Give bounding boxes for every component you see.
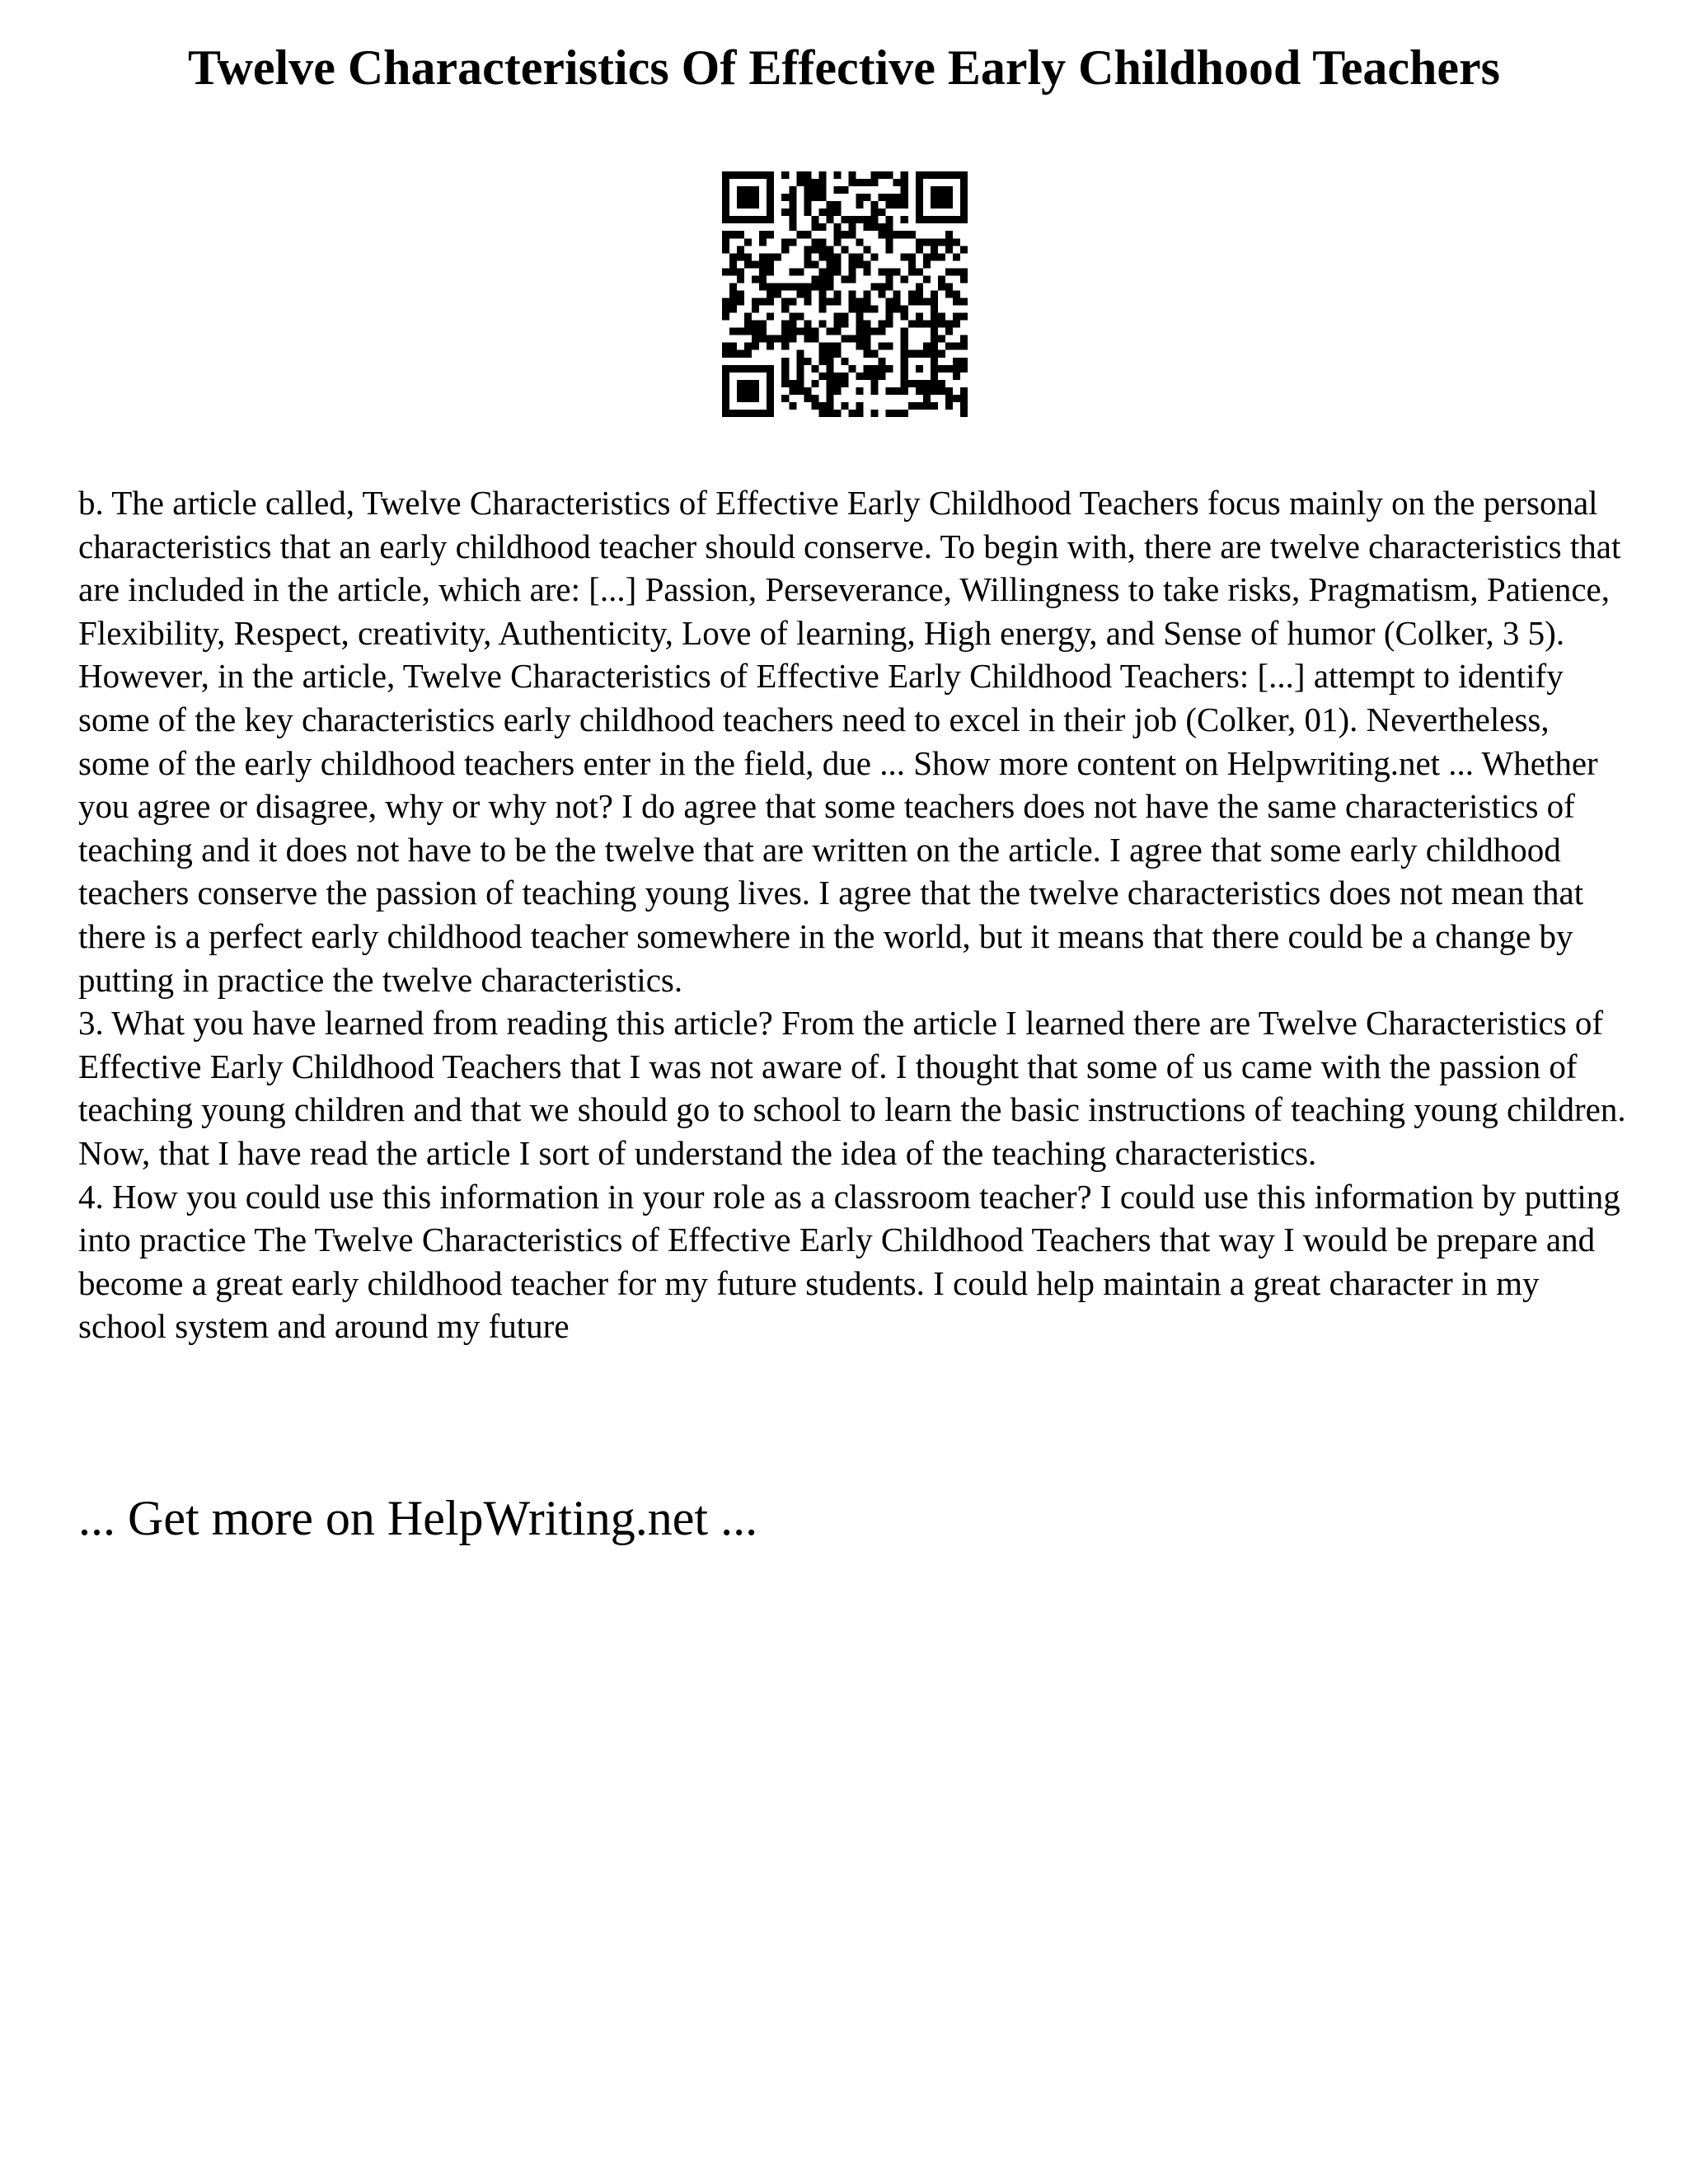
get-more-link[interactable]: ... Get more on HelpWriting.net ... bbox=[78, 1491, 758, 1545]
paragraph-response-b: b. The article called, Twelve Characteristics of Effective Early Childhood Teachers focus mainly on the personal characteristics that an early childhood teacher should conserve. To begin with, there are twelve characteristics that are included in the article, which are: [...] Passion, Perseverance, Willingness to take risks, Pragmatism, Patience, Flexibility, Respect, creativity, Authenticity, Love of learning, High energy, and Sense of humor (Colker, 3 5). However, in the article, Twelve Characteristics of Effective Early Childhood Teachers: [...] attempt to identify some of the key characteristics early childhood teachers need to excel in their job (Colker, 01). Nevertheless, some of the early childhood teachers enter in the field, due ... Show more content on Helpwriting.net ... Whether you agree or disagree, why or why not? I do agree that some teachers does not have the same characteristics of teaching and it does not have to be the twelve that are written on the article. I agree that some early childhood teachers conserve the passion of teaching young lives. I agree that the twelve characteristics does not mean that there is a perfect early childhood teacher somewhere in the world, but it means that there could be a change by putting in practice the twelve characteristics. bbox=[78, 484, 1621, 999]
article-body bbox=[78, 481, 1628, 1348]
page-title: Twelve Characteristics Of Effective Early Childhood Teachers bbox=[188, 40, 1500, 95]
paragraph-question-4: 4. How you could use this information in your role as a classroom teacher? I could use this information by putting into practice The Twelve Characteristics of Effective Early Childhood Teachers that way I would be prepare and become a great early childhood teacher for my future students. I could help maintain a great character in my school system and around my future bbox=[78, 1177, 1620, 1346]
qr-code-icon bbox=[722, 171, 968, 417]
paragraph-question-3: 3. What you have learned from reading this article? From the article I learned there are Twelve Characteristics of Effective Early Childhood Teachers that I was not aware of. I thought that some of us came with the passion of teaching young children and that we should go to school to learn the basic instructions of teaching young children. Now, that I have read the article I sort of understand the idea of the teaching characteristics. bbox=[78, 1004, 1626, 1172]
